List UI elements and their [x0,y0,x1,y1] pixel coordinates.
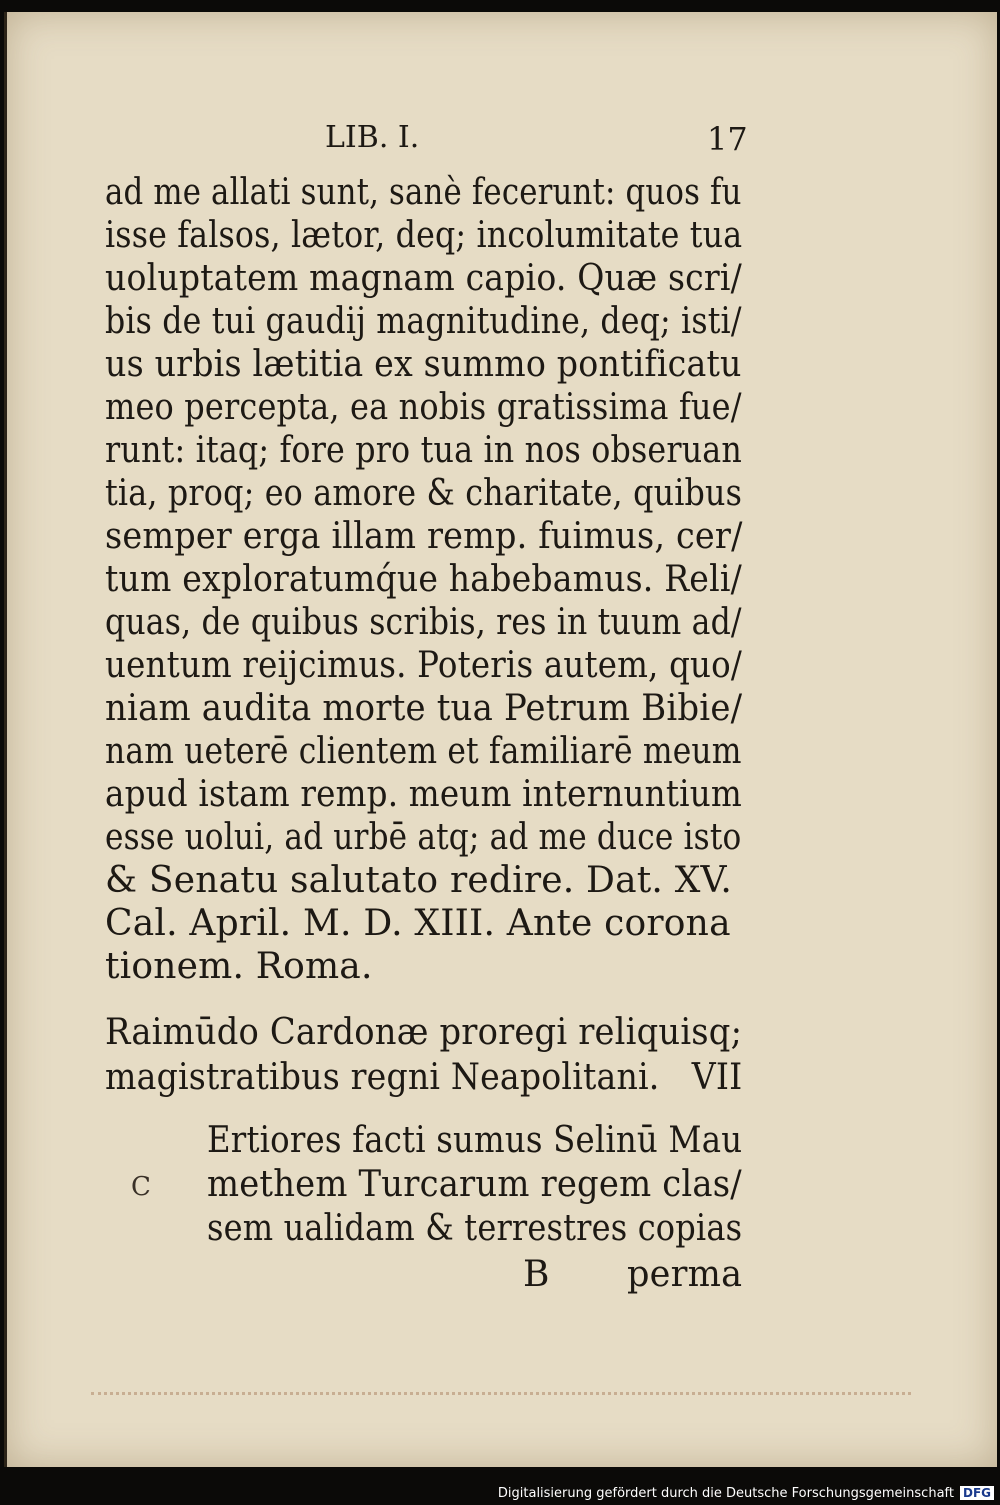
body-line: quas, de quibus scribis, res in tuum ad/ [105,602,742,643]
body-line: tum exploratumq́ue habebamus. Reli/ [105,559,742,600]
footer [498,1486,994,1501]
body-line: tia, proq; eo amore & charitate, quibus [105,473,743,514]
letter-line: sem ualidam & terrestres copias [207,1208,743,1249]
body-line: niam audita morte tua Petrum Bibie/ [105,688,743,729]
letter-line: methem Turcarum regem clas/ [207,1164,742,1205]
signature-mark: B [523,1254,550,1295]
dfg-logo-icon: DFG [960,1486,994,1500]
body-line: bis de tui gaudij magnitudine, deq; isti/ [105,301,742,342]
body-line: nam ueterē clientem et familiarē meum [105,731,742,772]
body-line: meo percepta, ea nobis gratissima fue/ [105,387,742,428]
body-line: us urbis lætitia ex summo pontificatu [105,344,742,385]
body-line: apud istam remp. meum internuntium [105,774,742,815]
body-line: uoluptatem magnam capio. Quæ scri/ [105,258,742,299]
page-number: 17 [707,120,748,158]
body-line: semper erga illam remp. fuimus, cer/ [105,516,743,557]
body-line: Cal. April. M. D. XIII. Ante corona [105,903,731,944]
heading-line: Raimūdo Cardonæ proregi reliquisq; [105,1012,743,1053]
heading-line: magistratibus regni Neapolitani. VII [105,1057,743,1098]
body-line: esse uolui, ad urbē atq; ad me duce isto [105,817,742,858]
catchword: perma [627,1254,743,1295]
footer-text: Digitalisierung gefördert durch die Deutsche Forschungsgemeinschaft [497,1486,954,1501]
body-line: isse falsos, lætor, deq; incolumitate tua [105,215,743,256]
body-line: runt: itaq; fore pro tua in nos obseruan [105,430,742,471]
body-line: & Senatu salutato redire. Dat. XV. [105,860,733,901]
page-edge-dots [91,1392,911,1405]
body-line: ad me allati sunt, sanè fecerunt: quos fu [105,172,742,213]
book-page [4,12,997,1467]
margin-note: C [131,1172,151,1202]
body-line: uentum reijcimus. Poteris autem, quo/ [105,645,742,686]
letter-line: Ertiores facti sumus Selinū Mau [207,1120,743,1161]
running-head: LIB. I. [325,120,420,155]
body-line: tionem. Roma. [105,946,373,987]
